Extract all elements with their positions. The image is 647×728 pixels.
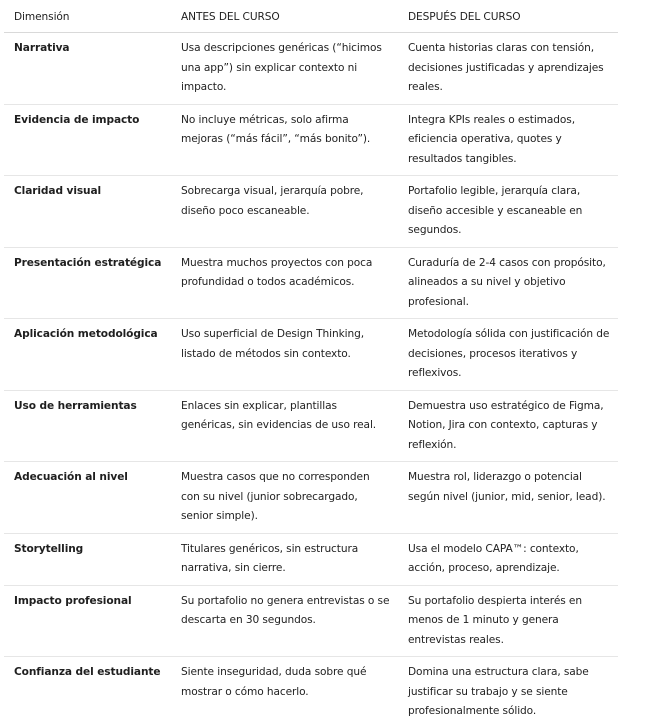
header-dimension: Dimensión xyxy=(4,0,171,33)
before-cell: Siente inseguridad, duda sobre qué mostrar o cómo hacerlo. xyxy=(181,666,367,698)
table-body xyxy=(4,33,618,728)
table-row xyxy=(4,533,618,585)
dimension-cell: Presentación estratégica xyxy=(4,247,171,319)
table-row xyxy=(4,462,618,534)
dimension-cell: Aplicación metodológica xyxy=(4,319,171,391)
table-row xyxy=(4,390,618,462)
after-cell: Integra KPIs reales o estimados, eficiencia operativa, quotes y resultados tangibles. xyxy=(398,104,618,176)
dimension-cell: Storytelling xyxy=(4,533,171,585)
table-row xyxy=(4,33,618,105)
before-cell: No incluye métricas, solo afirma mejoras (“más fácil”, “más bonito”). xyxy=(171,104,398,176)
before-cell: Titulares genéricos, sin estructura narrativa, sin cierre. xyxy=(171,533,398,585)
after-cell: Usa el modelo CAPA™: contexto, acción, proceso, aprendizaje. xyxy=(398,533,618,585)
dimension-cell: Confianza del estudiante xyxy=(14,666,161,678)
before-cell: Su portafolio no genera entrevistas o se descarta en 30 segundos. xyxy=(171,585,398,657)
header-row xyxy=(4,0,618,33)
table-header xyxy=(4,0,618,33)
before-cell: Muestra muchos proyectos con poca profundidad o todos académicos. xyxy=(171,247,398,319)
dimension-cell: Adecuación al nivel xyxy=(4,462,171,534)
before-cell: Sobrecarga visual, jerarquía pobre, diseño poco escaneable. xyxy=(171,176,398,248)
header-before: ANTES DEL CURSO xyxy=(171,0,398,33)
before-cell: Enlaces sin explicar, plantillas genéricas, sin evidencias de uso real. xyxy=(171,390,398,462)
dimension-cell: Uso de herramientas xyxy=(4,390,171,462)
before-cell: Usa descripciones genéricas (“hicimos una app”) sin explicar contexto ni impacto. xyxy=(171,33,398,105)
dimension-cell: Evidencia de impacto xyxy=(4,104,171,176)
after-cell: Muestra rol, liderazgo o potencial según nivel (junior, mid, senior, lead). xyxy=(398,462,618,534)
comparison-table xyxy=(4,0,618,728)
after-cell: Su portafolio despierta interés en menos de 1 minuto y genera entrevistas reales. xyxy=(398,585,618,657)
after-cell: Domina una estructura clara, sabe justificar su trabajo y se siente profesionalmente sólido. xyxy=(408,666,589,717)
header-after: DESPUÉS DEL CURSO xyxy=(398,0,618,33)
table-row xyxy=(4,319,618,391)
before-cell: Muestra casos que no corresponden con su nivel (junior sobrecargado, senior simple). xyxy=(171,462,398,534)
before-cell: Uso superficial de Design Thinking, listado de métodos sin contexto. xyxy=(171,319,398,391)
table-row xyxy=(4,247,618,319)
table-row xyxy=(4,657,618,728)
dimension-cell: Narrativa xyxy=(4,33,171,105)
table-row xyxy=(4,585,618,657)
table-row xyxy=(4,176,618,248)
after-cell: Cuenta historias claras con tensión, decisiones justificadas y aprendizajes reales. xyxy=(398,33,618,105)
after-cell: Demuestra uso estratégico de Figma, Notion, Jira con contexto, capturas y reflexión. xyxy=(398,390,618,462)
table-row xyxy=(4,104,618,176)
dimension-cell: Impacto profesional xyxy=(4,585,171,657)
after-cell: Portafolio legible, jerarquía clara, diseño accesible y escaneable en segundos. xyxy=(398,176,618,248)
after-cell: Curaduría de 2-4 casos con propósito, alineados a su nivel y objetivo profesional. xyxy=(398,247,618,319)
dimension-cell: Claridad visual xyxy=(4,176,171,248)
after-cell: Metodología sólida con justificación de decisiones, procesos iterativos y reflexivos. xyxy=(398,319,618,391)
